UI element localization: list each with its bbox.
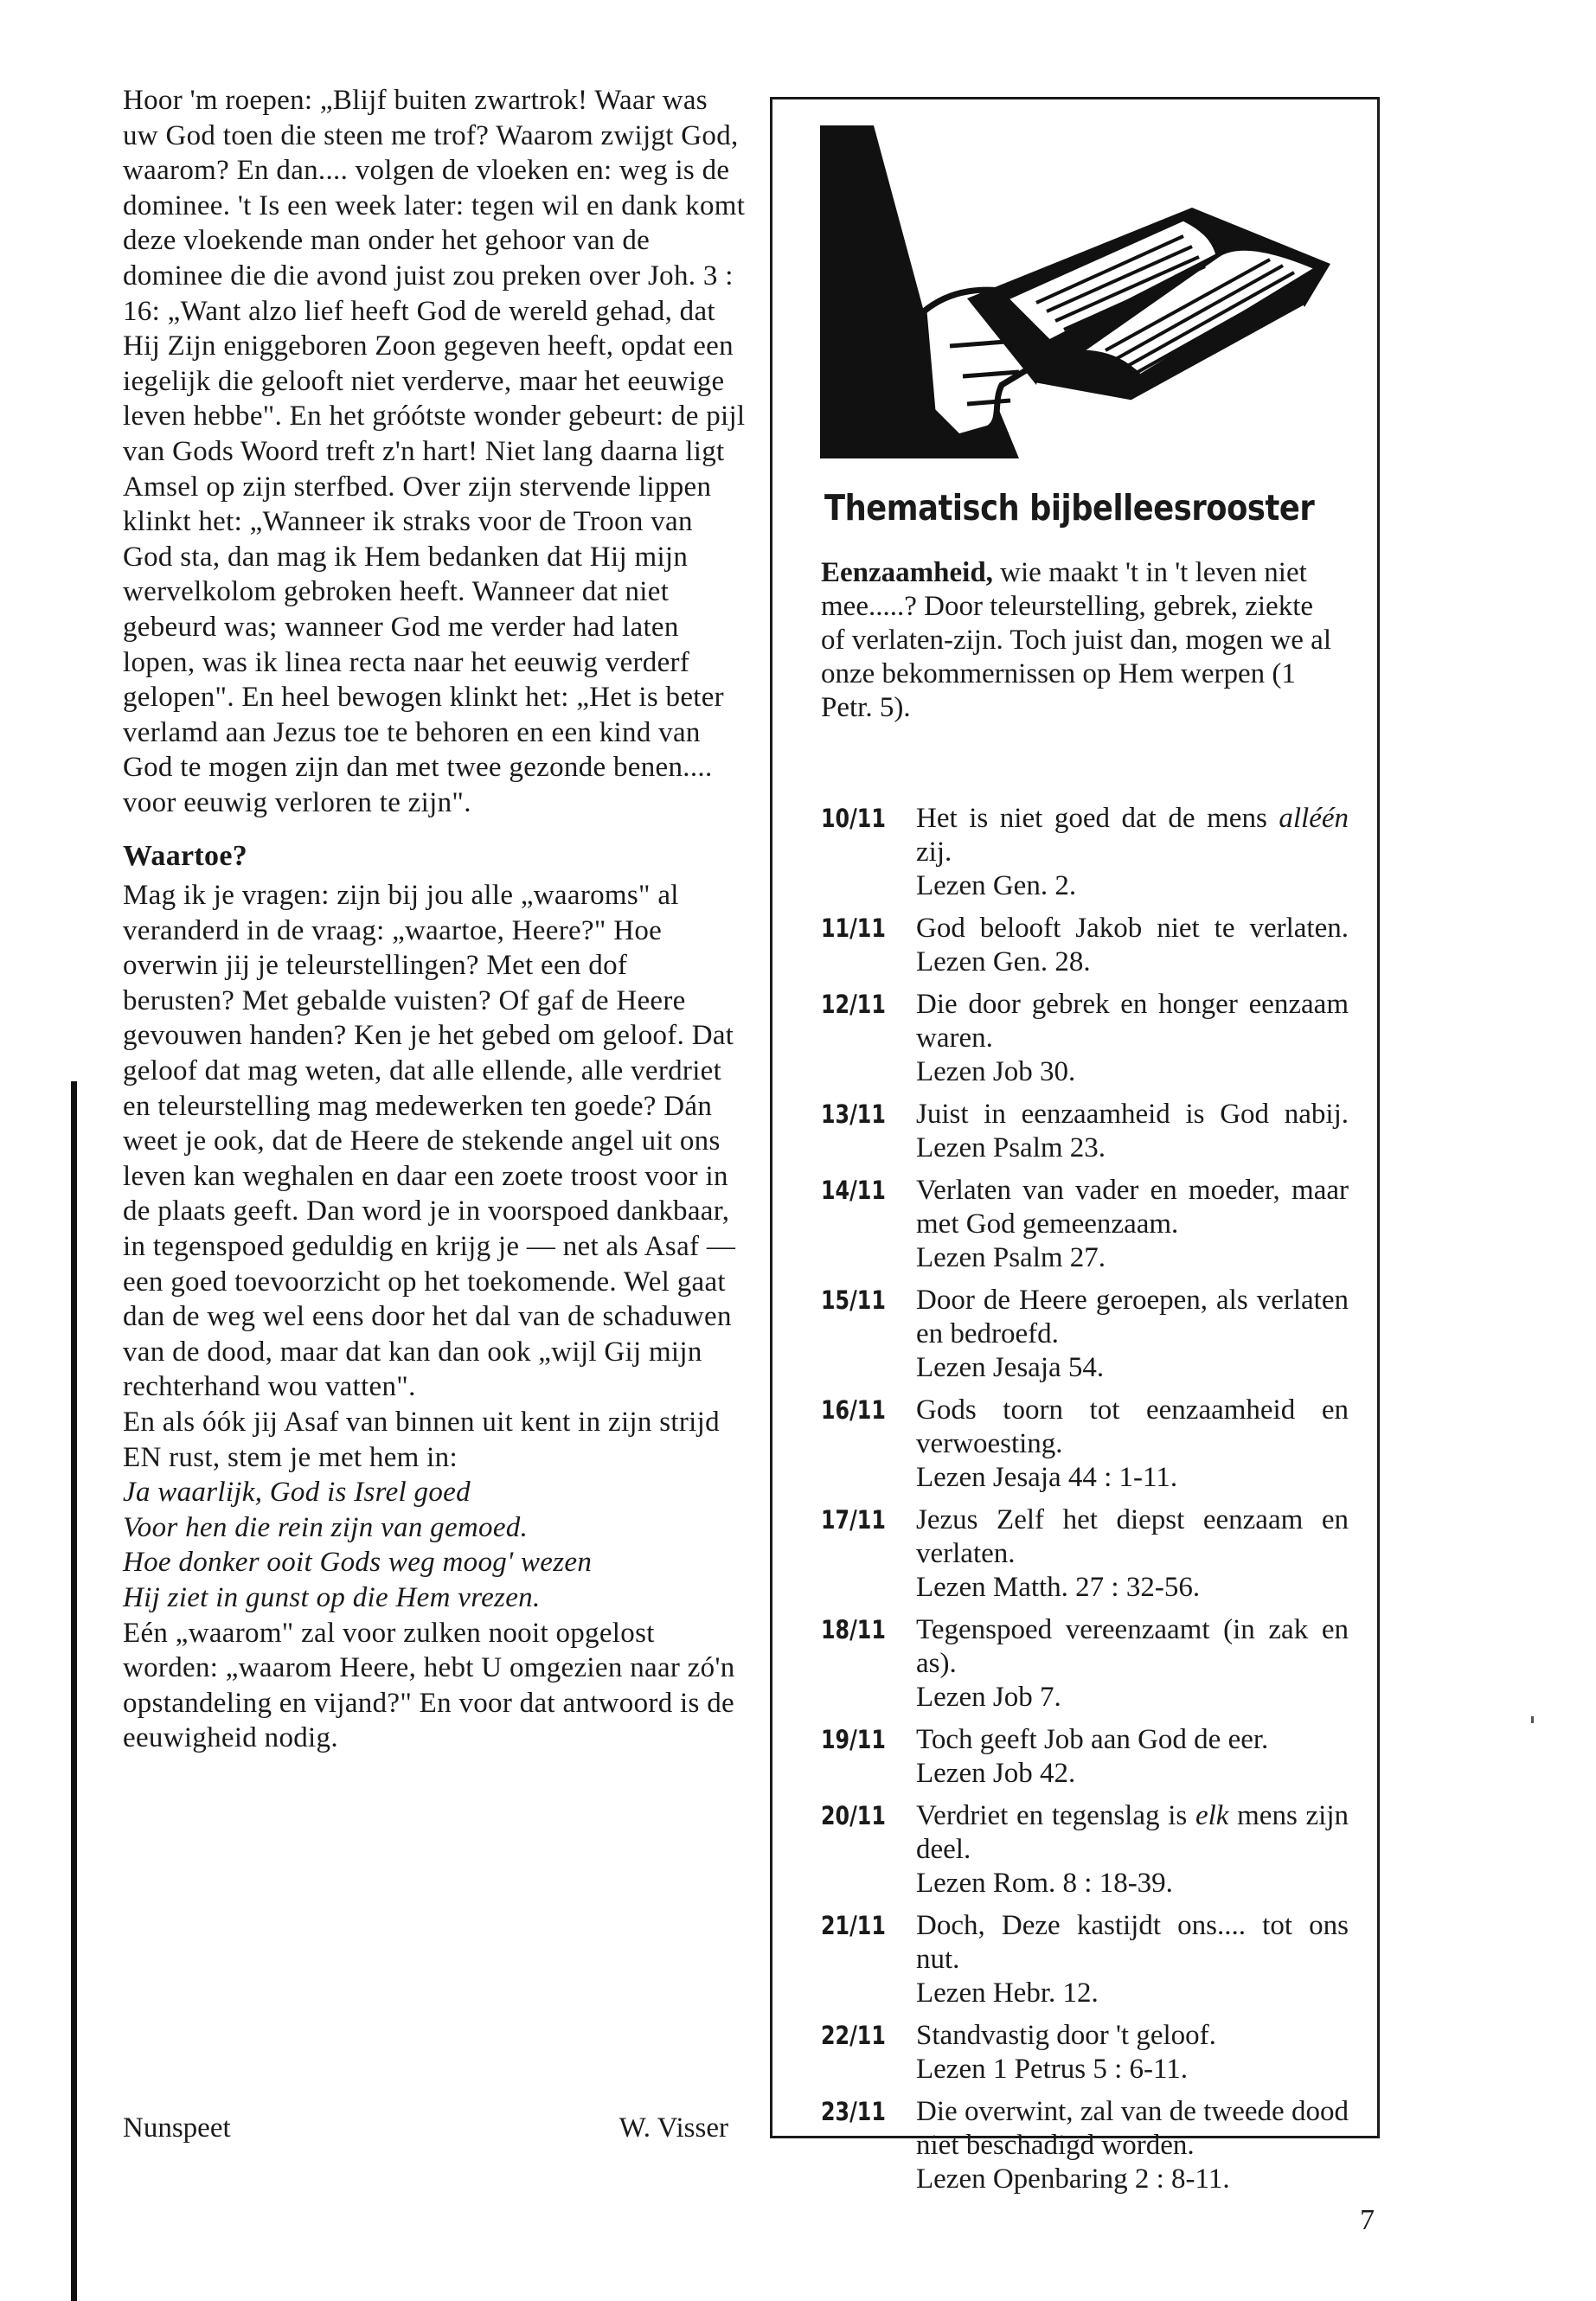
entry-date: 21/11 [821, 1911, 886, 1940]
entry-reading: Lezen 1 Petrus 5 : 6-11. [916, 2054, 1189, 2085]
entry-theme: Jezus Zelf het diepst eenzaam en verlaten. [916, 1504, 1349, 1569]
entry-date: 19/11 [821, 1725, 886, 1754]
entry-theme: God belooft Jakob niet te verlaten. Lezen Gen. 28. [916, 913, 1349, 977]
entry-text [916, 802, 1349, 903]
schedule-entry [821, 2019, 1349, 2086]
schedule-intro [821, 556, 1340, 725]
entry-reading: Lezen Job 42. [916, 1758, 1076, 1789]
schedule-list [821, 802, 1349, 2205]
entry-reading: Lezen Psalm 27. [916, 1242, 1106, 1273]
entry-date: 10/11 [821, 804, 886, 833]
entry-text [916, 988, 1349, 1089]
poem-line: Voor hen die rein zijn van gemoed. [123, 1511, 529, 1543]
entry-date: 11/11 [821, 913, 886, 943]
entry-theme: mens zijn deel. [916, 1800, 1349, 1865]
entry-text [916, 912, 1349, 979]
entry-reading: Lezen Gen. 2. [916, 870, 1077, 901]
schedule-entry [821, 1394, 1349, 1495]
schedule-entry [821, 1799, 1349, 1900]
entry-date: 20/11 [821, 1801, 886, 1830]
entry-theme: Toch geeft Job aan God de eer. [916, 1724, 1269, 1755]
entry-theme: Doch, Deze kastijdt ons.... tot ons nut. [916, 1910, 1349, 1975]
poem-line: Hoe donker ooit Gods weg moog' wezen [123, 1547, 593, 1579]
entry-emphasis: alléén [1279, 803, 1349, 834]
entry-text [916, 1909, 1349, 2010]
entry-text [916, 1613, 1349, 1715]
schedule-entry [821, 1613, 1349, 1715]
article-column [123, 83, 746, 1756]
schedule-entry [821, 2095, 1349, 2196]
entry-theme: Juist in eenzaamheid is God nabij. Lezen Psalm 23. [916, 1099, 1349, 1163]
entry-reading: Lezen Matth. 27 : 32-56. [916, 1572, 1201, 1603]
place-name: Nunspeet [123, 2112, 231, 2144]
entry-reading: Lezen Openbaring 2 : 8-11. [916, 2163, 1230, 2195]
entry-text [916, 2019, 1349, 2086]
entry-reading: Lezen Jesaja 44 : 1-11. [916, 1462, 1178, 1493]
entry-reading: Lezen Rom. 8 : 18-39. [916, 1868, 1173, 1899]
entry-date: 12/11 [821, 990, 886, 1019]
schedule-entry [821, 802, 1349, 903]
poem-line: Hij ziet in gunst op die Hem vrezen. [123, 1581, 541, 1613]
entry-text [916, 1503, 1349, 1605]
psalm-verse [123, 1475, 746, 1615]
entry-theme: Die door gebrek en honger eenzaam waren. [916, 989, 1349, 1054]
entry-text [916, 1723, 1349, 1791]
entry-text [916, 1394, 1349, 1495]
entry-text [916, 1098, 1349, 1165]
entry-text [916, 2095, 1349, 2196]
intro-text: wie maakt 't in 't leven niet mee.....? Door teleurstelling, gebrek, ziekte of verlaten-zijn. Toch juist dan, mogen we al onze bekommernissen op Hem werpen (1 Petr. 5). [821, 557, 1331, 723]
author-name: W. Visser [619, 2112, 728, 2144]
entry-theme: Gods toorn tot eenzaamheid en verwoesting. [916, 1394, 1349, 1459]
article-paragraph: Eén „waarom" zal voor zulken nooit opgelost worden: „waarom Heere, hebt U omgezien naar zó'n opstandeling en vijand?" En voor dat antwoord is de eeuwigheid nodig. [123, 1617, 735, 1754]
entry-date: 22/11 [821, 2021, 886, 2050]
entry-date: 18/11 [821, 1615, 886, 1644]
article-paragraph: Mag ik je vragen: zijn bij jou alle „waaroms" al veranderd in de vraag: „waartoe, Heere?" Hoe overwin jij je teleurstellingen? Met een dof berusten? Met gebalde vuisten? Of gaf de Heere gevouwen handen? Ken je het gebed om geloof. Dat geloof dat mag weten, dat alle ellende, alle verdriet en teleurstelling mag medewerken ten goede? Dán weet je ook, dat de Heere de stekende angel uit ons leven kan weghalen en daar een zoete troost voor in de plaats geeft. Dan word je in voorspoed dankbaar, in tegenspoed geduldig en krijg je — net als Asaf — een goed toevoorzicht op het toekomende. Wel gaat dan de weg wel eens door het dal van de schaduwen van de dood, maar dat kan dan ook „wijl Gij mijn rechterhand wou vatten". [123, 880, 736, 1403]
schedule-entry [821, 1909, 1349, 2010]
open-bible-hand-icon [820, 125, 1339, 471]
entry-theme: Standvastig door 't geloof. [916, 2020, 1216, 2051]
schedule-entry [821, 1503, 1349, 1605]
entry-date: 17/11 [821, 1505, 886, 1535]
entry-reading: Lezen Hebr. 12. [916, 1977, 1099, 2009]
entry-date: 16/11 [821, 1395, 886, 1425]
reading-schedule-box [770, 97, 1380, 2195]
entry-theme: Tegenspoed vereenzaamt (in zak en as). [916, 1614, 1349, 1679]
entry-theme: Verlaten van vader en moeder, maar met God gemeenzaam. [916, 1175, 1349, 1240]
article-paragraph: Hoor 'm roepen: „Blijf buiten zwartrok! Waar was uw God toen die steen me trof? Waarom zwijgt God, waarom? En dan.... volgen de vloeken en: weg is de dominee. 't Is een week later: tegen wil en dank komt deze vloekende man onder het gehoor van de dominee die die avond juist zou preken over Joh. 3 : 16: „Want alzo lief heeft God de wereld gehad, dat Hij Zijn eniggeboren Zoon gegeven heeft, opdat een iegelijk die gelooft niet verderve, maar het eeuwige leven hebbe". En het gróótste wonder gebeurt: de pijl van Gods Woord treft z'n hart! Niet lang daarna ligt Amsel op zijn sterfbed. Over zijn stervende lippen klinkt het: „Wanneer ik straks voor de Troon van God sta, dan mag ik Hem bedanken dat Hij mijn wervelkolom gebroken heeft. Wanneer dat niet gebeurd was; wanneer God me verder had laten lopen, was ik linea recta naar het eeuwig verderf gelopen". En heel bewogen klinkt het: „Het is beter verlamd aan Jezus toe te behoren en een kind van God te mogen zijn dan met twee gezonde benen.... voor eeuwig verloren te zijn". [123, 85, 746, 818]
print-speck [1531, 1716, 1534, 1723]
binding-edge [71, 1081, 77, 2301]
entry-reading: Lezen Job 7. [916, 1682, 1061, 1713]
intro-keyword: Eenzaamheid, [821, 557, 993, 588]
entry-reading: Lezen Job 30. [916, 1056, 1076, 1087]
entry-theme: zij. [916, 836, 952, 868]
schedule-entry [821, 912, 1349, 979]
entry-emphasis: elk [1195, 1800, 1229, 1831]
schedule-title: Thematisch bijbelleesrooster [824, 487, 1315, 529]
entry-date: 15/11 [821, 1285, 886, 1315]
section-heading: Waartoe? [123, 840, 248, 873]
entry-text [916, 1799, 1349, 1900]
entry-theme: Door de Heere geroepen, als verlaten en bedroefd. [916, 1285, 1349, 1349]
page-number: 7 [1360, 2204, 1375, 2236]
entry-date: 14/11 [821, 1176, 886, 1205]
entry-theme: Het is niet goed dat de mens [916, 803, 1279, 834]
schedule-entry [821, 1098, 1349, 1165]
entry-theme: Die overwint, zal van de tweede dood niet beschadigd worden. [916, 2096, 1349, 2161]
article-paragraph: En als óók jij Asaf van binnen uit kent in zijn strijd EN rust, stem je met hem in: [123, 1406, 720, 1473]
schedule-entry [821, 1723, 1349, 1791]
entry-date: 13/11 [821, 1099, 886, 1129]
entry-date: 23/11 [821, 2097, 886, 2126]
signature-line [123, 2112, 728, 2144]
entry-reading: Lezen Jesaja 54. [916, 1352, 1105, 1383]
entry-text [916, 1174, 1349, 1275]
poem-line: Ja waarlijk, God is Isrel goed [123, 1477, 471, 1509]
schedule-entry [821, 1174, 1349, 1275]
schedule-entry [821, 1284, 1349, 1385]
entry-theme: Verdriet en tegenslag is [916, 1800, 1195, 1831]
entry-text [916, 1284, 1349, 1385]
schedule-entry [821, 988, 1349, 1089]
